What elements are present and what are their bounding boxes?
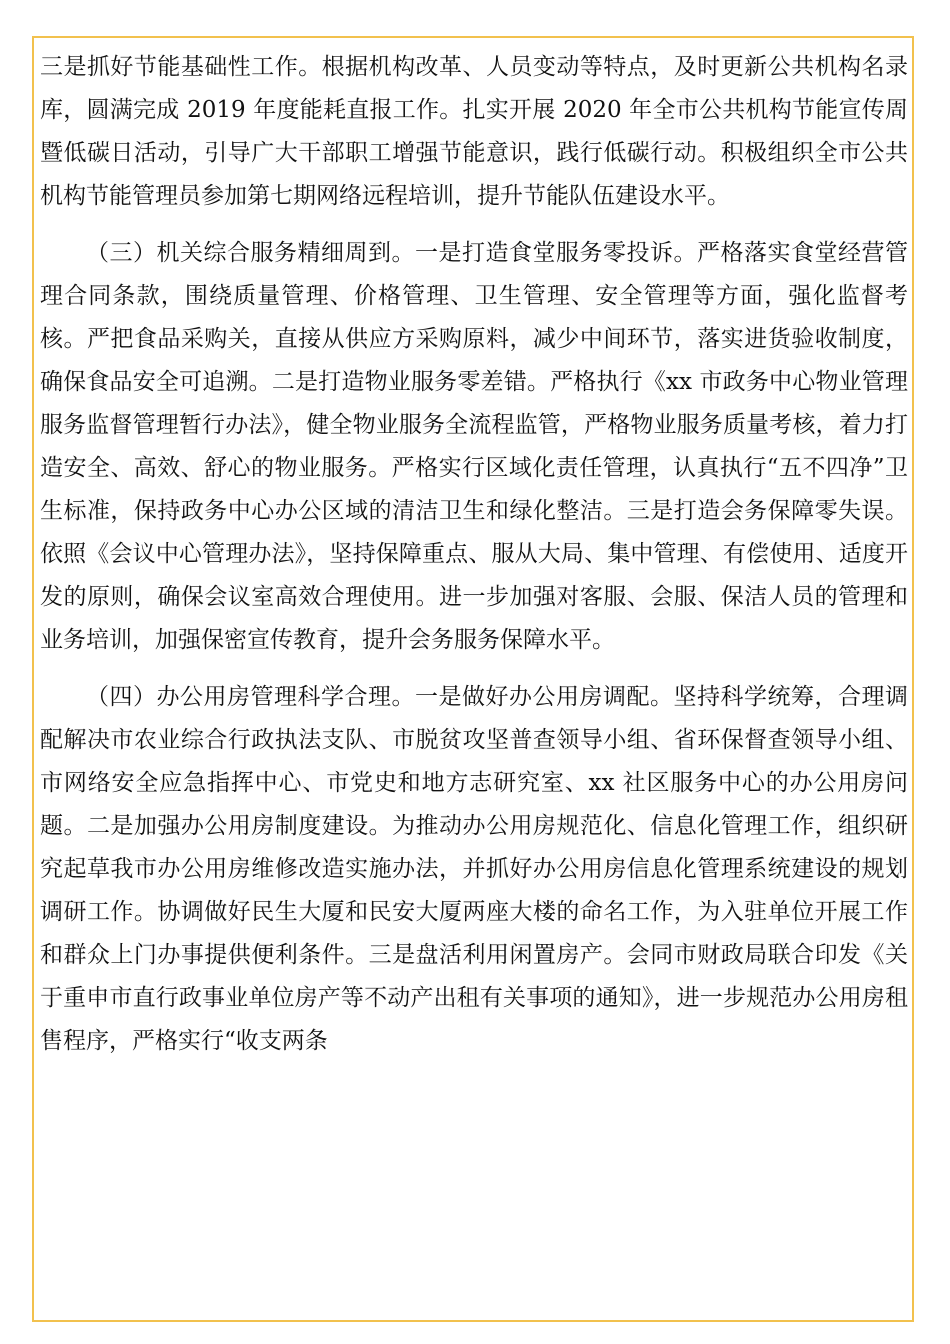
document-body — [40, 46, 908, 1063]
paragraph-office-space: （四）办公用房管理科学合理。一是做好办公用房调配。坚持科学统筹，合理调配解决市农业综合行政执法支队、市脱贫攻坚普查领导小组、省环保督查领导小组、市网络安全应急指挥中心、市党史和地方志研究室、xx 社区服务中心的办公用房问题。二是加强办公用房制度建设。为推动办公用房规范化、信息化管理工作，组织研究起草我市办公用房维修改造实施办法，并抓好办公用房信息化管理系统建设的规划调研工作。协调做好民生大厦和民安大厦两座大楼的命名工作，为入驻单位开展工作和群众上门办事提供便利条件。三是盘活利用闲置房产。会同市财政局联合印发《关于重申市直行政事业单位房产等不动产出租有关事项的通知》，进一步规范办公用房租售程序，严格实行“收支两条 — [40, 684, 908, 1054]
paragraph-general-services: （三）机关综合服务精细周到。一是打造食堂服务零投诉。严格落实食堂经营管理合同条款，围绕质量管理、价格管理、卫生管理、安全管理等方面，强化监督考核。严把食品采购关，直接从供应方采购原料，减少中间环节，落实进货验收制度，确保食品安全可追溯。二是打造物业服务零差错。严格执行《xx 市政务中心物业管理服务监督管理暂行办法》，健全物业服务全流程监管，严格物业服务质量考核，着力打造安全、高效、舒心的物业服务。严格实行区域化责任管理，认真执行“五不四净”卫生标准，保持政务中心办公区域的清洁卫生和绿化整洁。三是打造会务保障零失误。依照《会议中心管理办法》，坚持保障重点、服从大局、集中管理、有偿使用、适度开发的原则，确保会议室高效合理使用。进一步加强对客服、会服、保洁人员的管理和业务培训，加强保密宣传教育，提升会务服务保障水平。 — [40, 240, 908, 653]
paragraph-energy-saving: 三是抓好节能基础性工作。根据机构改革、人员变动等特点，及时更新公共机构名录库，圆满完成 2019 年度能耗直报工作。扎实开展 2020 年全市公共机构节能宣传周暨低碳日活动，引导广大干部职工增强节能意识，践行低碳行动。积极组织全市公共机构节能管理员参加第七期网络远程培训，提升节能队伍建设水平。 — [40, 54, 908, 209]
